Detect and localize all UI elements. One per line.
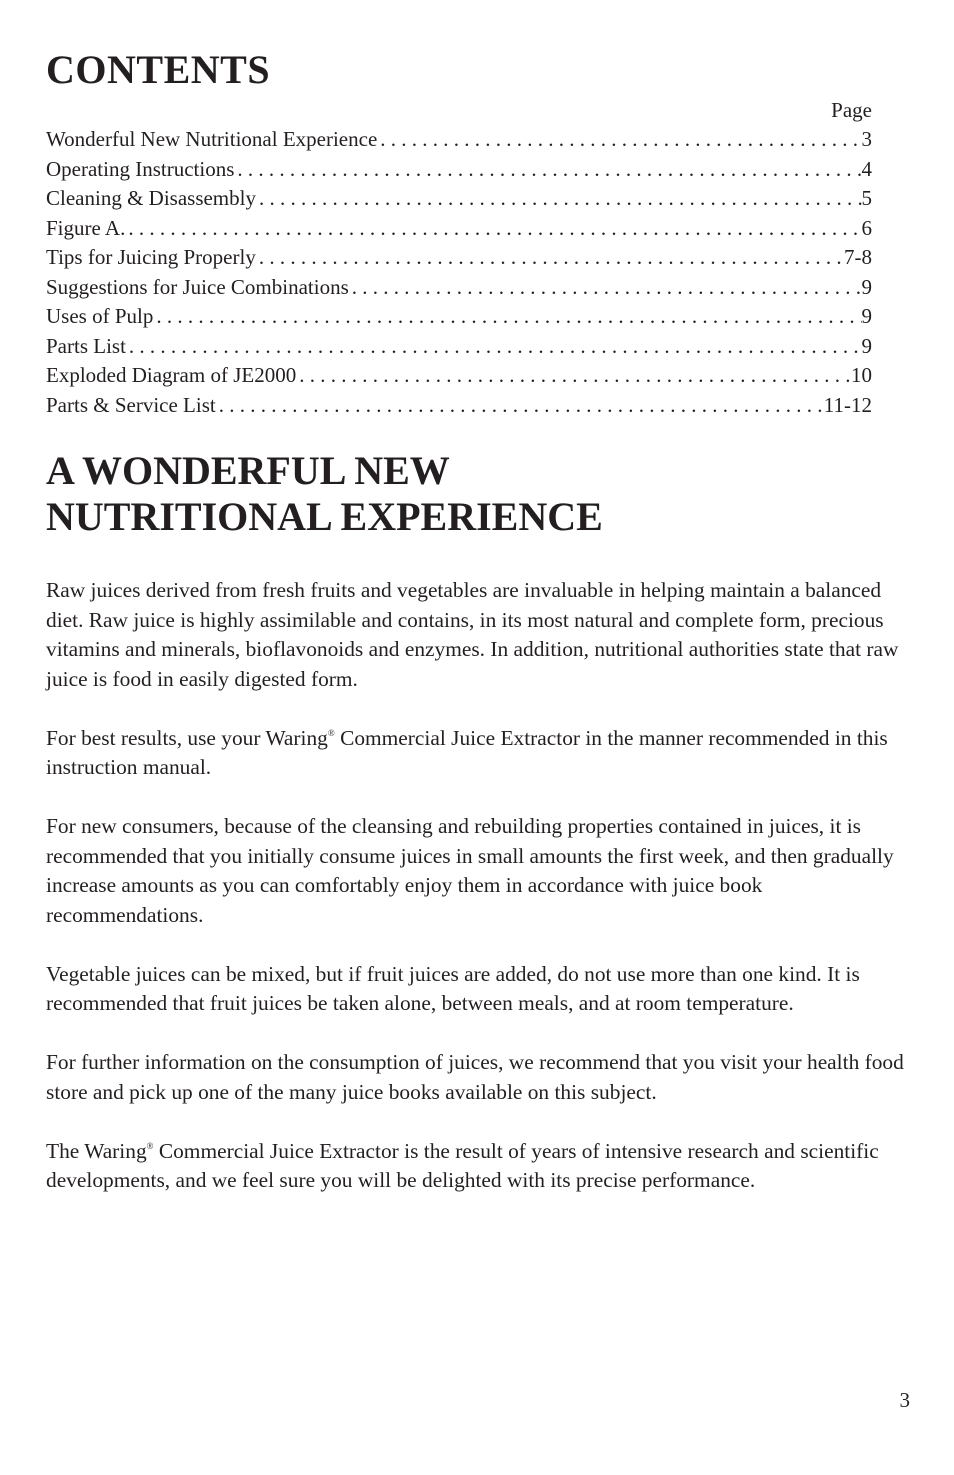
registered-mark: ® — [146, 1140, 154, 1151]
toc-leader-dots — [126, 332, 862, 362]
toc-leader-dots — [296, 361, 851, 391]
toc-entry — [46, 302, 872, 332]
toc-entry-page: 10 — [851, 363, 872, 387]
toc-entry-page: 5 — [861, 186, 872, 210]
toc-entry — [46, 273, 872, 303]
registered-mark: ® — [327, 727, 335, 738]
toc-entry — [46, 125, 872, 155]
section-title-line2: NUTRITIONAL EXPERIENCE — [46, 494, 603, 539]
toc-entry-page: 9 — [861, 333, 872, 358]
toc-entry-label: Cleaning & Disassembly — [46, 186, 256, 210]
page-number: 3 — [899, 1388, 910, 1412]
toc-entry-page: 7-8 — [844, 245, 872, 269]
toc-entry-label: Parts & Service List — [46, 392, 216, 417]
toc-entry-label: Tips for Juicing Properly — [46, 245, 256, 269]
toc-entry-label: Parts List — [46, 333, 126, 358]
toc-leader-dots — [377, 125, 861, 155]
toc-leader-dots — [153, 302, 861, 332]
paragraph: Vegetable juices can be mixed, but if fruit juices are added, do not use more than one kind. It is recommended that fruit juices be taken alone, between meals, and at room temperature. — [46, 961, 860, 1015]
toc-leader-dots — [234, 155, 861, 185]
table-of-contents — [46, 96, 872, 420]
section-body — [46, 576, 908, 1225]
toc-entry-page: 3 — [861, 127, 872, 151]
toc-entry — [46, 214, 872, 244]
toc-entry — [46, 155, 872, 185]
manual-page — [46, 0, 908, 1475]
toc-entry-label: Figure A. — [46, 215, 126, 240]
toc-entry — [46, 243, 872, 273]
toc-leader-dots — [256, 243, 844, 273]
toc-leader-dots — [349, 273, 862, 303]
paragraph-text: Commercial Juice Extractor in the manner recommended in this instruction manual. — [46, 725, 888, 779]
toc-entry — [46, 184, 872, 214]
toc-entry-page: 11-12 — [823, 392, 872, 417]
toc-entry-label: Uses of Pulp — [46, 304, 154, 328]
section-title-line1: A WONDERFUL NEW — [46, 448, 450, 493]
paragraph-text: The Waring — [46, 1138, 147, 1163]
toc-entry — [46, 361, 872, 391]
contents-title: CONTENTS — [46, 47, 271, 92]
toc-entry-page: 9 — [861, 274, 872, 299]
toc-leader-dots — [256, 184, 862, 214]
toc-entry-label: Exploded Diagram of JE2000 — [46, 363, 297, 387]
paragraph: For further information on the consumption of juices, we recommend that you visit your health food store and pick up one of the many juice books available on this subject. — [46, 1050, 904, 1104]
toc-leader-dots — [125, 214, 861, 244]
toc-entry — [46, 332, 872, 362]
section-title — [46, 448, 846, 540]
toc-entry-label: Operating Instructions — [46, 156, 235, 181]
toc-entry — [46, 391, 872, 421]
toc-entry-label: Wonderful New Nutritional Experience — [46, 127, 378, 151]
paragraph — [46, 1137, 908, 1196]
toc-entry-page: 6 — [861, 215, 872, 240]
paragraph-text: Commercial Juice Extractor is the result of years of intensive research and scientific developments, and we feel sure you will be delighted with its precise performance. — [46, 1138, 879, 1192]
paragraph-text: For best results, use your Waring — [46, 725, 328, 750]
toc-page-column-header: Page — [831, 98, 872, 122]
paragraph: For new consumers, because of the cleansing and rebuilding properties contained in juices, it is recommended that you initially consume juices in small amounts the first week, and then gradually increase amounts as you can comfortably enjoy them in accordance with juice book recommendations. — [46, 814, 894, 927]
toc-leader-dots — [216, 391, 824, 421]
toc-entry-page: 4 — [861, 156, 872, 181]
paragraph: Raw juices derived from fresh fruits and vegetables are invaluable in helping maintain a balanced diet. Raw juice is highly assimilable and contains, in its most natural and complete form, precious vitamins and minerals, bioflavonoids and enzymes. In addition, nutritional authorities state that raw juice is food in easily digested form. — [46, 578, 899, 691]
toc-entry-page: 9 — [861, 304, 872, 328]
toc-entry-label: Suggestions for Juice Combinations — [46, 274, 349, 299]
paragraph — [46, 724, 908, 783]
